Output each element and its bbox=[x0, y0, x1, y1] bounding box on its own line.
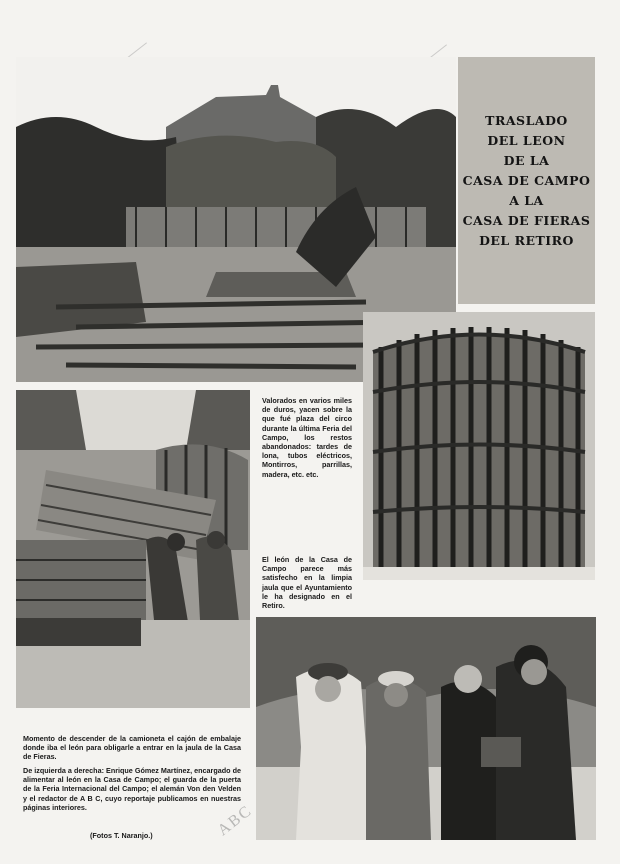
headline-line: DEL RETIRO bbox=[479, 233, 574, 248]
caption-lion: El león de la Casa de Campo parece más satisfecho en la limpia jaula que el Ayuntamiento le ha designado en el Retiro. bbox=[262, 555, 352, 611]
caption-tools: Valorados en varios miles de duros, yacen sobre la que fué plaza del circo durante la última Feria del Campo, los restos abandonados: tardes de lona, tubos eléctricos, Montirros, parrillas, madera, etc. etc. bbox=[262, 396, 352, 479]
photo-lion-cage bbox=[363, 312, 595, 580]
headline-line: A LA bbox=[509, 193, 544, 208]
headline-line: CASA DE CAMPO bbox=[462, 173, 591, 188]
photo-people bbox=[256, 617, 596, 840]
headline-line: TRASLADO bbox=[485, 113, 568, 128]
caption-people: De izquierda a derecha: Enrique Gómez Martínez, encargado de alimentar al león en la Casa de Campo; el guarda de la puerta de la Feria Internacional del Campo; el alemán Von den Velden y el redactor de A B C, cuyo reportaje publicamos en nuestras páginas interiores. bbox=[23, 766, 241, 812]
headline-line: CASA DE FIERAS bbox=[462, 213, 591, 228]
headline-box bbox=[458, 57, 595, 304]
caption-truck: Momento de descender de la camioneta el cajón de embalaje donde iba el león para obligarle a entrar en la jaula de la Casa de Fieras. bbox=[23, 734, 241, 762]
photo-truck-unloading bbox=[16, 390, 250, 708]
watermark-abc: ABC bbox=[214, 801, 256, 840]
headline-line: DE LA bbox=[503, 153, 550, 168]
photo-credit: (Fotos T. Naranjo.) bbox=[90, 831, 153, 840]
headline-line: DEL LEON bbox=[487, 133, 566, 148]
